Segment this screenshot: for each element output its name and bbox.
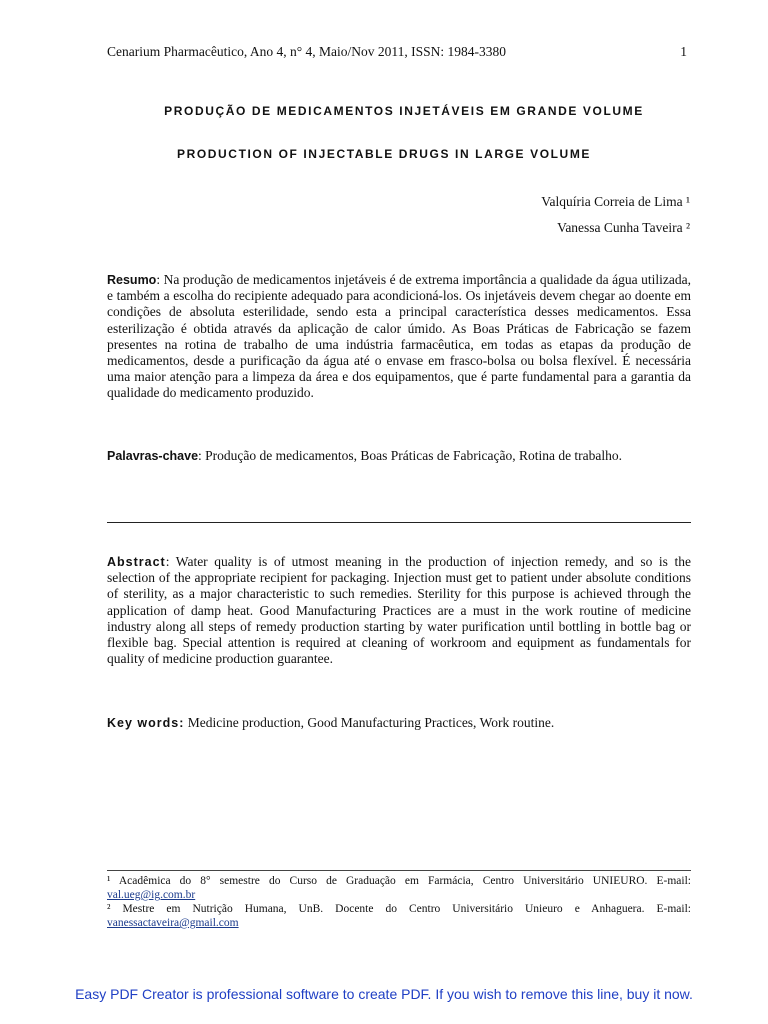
palavras-chave-label: Palavras-chave <box>107 449 199 463</box>
author-1: Valquíria Correia de Lima ¹ <box>541 194 690 209</box>
footnotes <box>107 874 691 930</box>
title-portuguese: PRODUÇÃO DE MEDICAMENTOS INJETÁVEIS EM GRANDE VOLUME <box>164 104 644 118</box>
abstract-label: Abstract <box>107 555 166 569</box>
key-words-text: Medicine production, Good Manufacturing Practices, Work routine. <box>184 715 555 730</box>
section-divider <box>107 522 691 523</box>
abstract-paragraph <box>107 554 691 667</box>
pdf-creator-banner: Easy PDF Creator is professional software to create PDF. If you wish to remove this line, buy it now. <box>75 986 693 1002</box>
running-header <box>107 44 687 60</box>
journal-citation: Cenarium Pharmacêutico, Ano 4, n° 4, Maio/Nov 2011, ISSN: 1984-3380 <box>107 44 506 59</box>
footnote-2-email-link[interactable]: vanessactaveira@gmail.com <box>107 917 239 929</box>
palavras-chave-paragraph <box>107 448 691 464</box>
footnote-divider <box>107 870 691 871</box>
key-words-paragraph <box>107 715 691 731</box>
resumo-paragraph <box>107 272 691 402</box>
footnote-1-email-link[interactable]: val.ueg@ig.com.br <box>107 889 196 901</box>
footnote-2-text: ² Mestre em Nutrição Humana, UnB. Docente do Centro Universitário Unieuro e Anhaguera. E-mail: <box>107 903 691 915</box>
footnote-1 <box>107 874 691 902</box>
palavras-chave-text: : Produção de medicamentos, Boas Práticas de Fabricação, Rotina de trabalho. <box>198 448 623 463</box>
key-words-label: Key words: <box>107 716 185 730</box>
abstract-text: : Water quality is of utmost meaning in the production of injection remedy, and so is the selection of the appropriate recipient for packaging. Injection must get to patient under absolute conditions of sterility, as a major characteristic to such remedies. Sterility for this purpose is achieved through the application of damp heat. Good Manufacturing Practices are a must in the work routine of medicine industry along all steps of remedy production starting by water purification until bottling in bottle bag or flexible bag. Special attention is required at cleaning of workroom and equipment as fundamentals for quality of medicine production guarantee. <box>107 554 691 667</box>
resumo-label: Resumo <box>107 273 157 287</box>
author-2: Vanessa Cunha Taveira ² <box>557 220 690 235</box>
resumo-text: : Na produção de medicamentos injetáveis é de extrema importância a qualidade da água utilizada, e também a escolha do recipiente adequado para acondicioná-los. Os injetáveis devem chegar ao doente em condições de absoluta esterilidade, sendo esta a principal característica desses medicamentos. Essa esterilização é obtida através da aplicação de calor úmido. As Boas Práticas de Fabricação se fazem presentes na rotina de trabalho de uma indústria farmacêutica, em todas as etapas da produção de medicamentos, desde a purificação da água até o envase em frasco-bolsa ou bolsa flexível. É necessária uma maior atenção para a limpeza da área e dos equipamentos, que é parte fundamental para a garantia da qualidade do medicamento produzido. <box>107 272 691 401</box>
footnote-1-text: ¹ Acadêmica do 8° semestre do Curso de Graduação em Farmácia, Centro Universitário UNIEURO. E-mail: <box>107 875 691 887</box>
page-number: 1 <box>680 44 687 59</box>
footnote-2 <box>107 902 691 930</box>
title-english: PRODUCTION OF INJECTABLE DRUGS IN LARGE VOLUME <box>176 147 592 161</box>
